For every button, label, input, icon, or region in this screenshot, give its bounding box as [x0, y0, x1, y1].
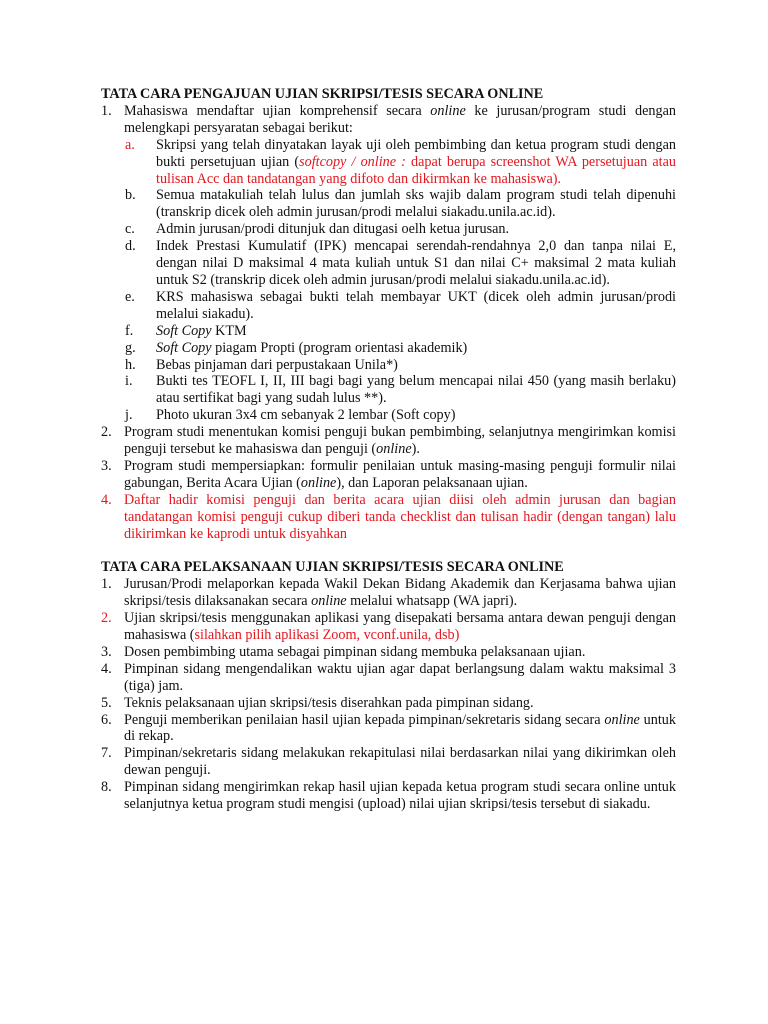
item-text: Pimpinan/sekretaris sidang melakukan rekapitulasi nilai berdasarkan nilai yang dikirimkan oleh dewan penguji.: [124, 745, 676, 779]
sub-item-letter: e.: [125, 288, 135, 305]
item-text: Penguji memberikan penilaian hasil ujian kepada pimpinan/sekretaris sidang secara: [124, 711, 605, 728]
list-item: [101, 103, 676, 424]
item-number: 3.: [101, 643, 112, 660]
list-item: [101, 492, 676, 543]
item-text: silahkan pilih aplikasi Zoom, vconf.unila, dsb): [194, 626, 460, 643]
item-text: untuk di rekap.: [124, 711, 676, 745]
sub-item-text: Skripsi yang telah dinyatakan layak uji oleh pembimbing dan ketua program studi dengan bukti persetujuan ujian (: [156, 136, 676, 170]
sub-item-text: Bukti tes TEOFL I, II, III bagi bagi yang belum mencapai nilai 450 (yang masih berlaku) atau sertifikat bagi yang sudah lulus **).: [156, 373, 676, 407]
item-number: 3.: [101, 457, 112, 474]
item-text: melalui whatsapp (WA japri).: [346, 593, 518, 610]
sub-item-letter: c.: [125, 221, 135, 238]
item-number: 6.: [101, 711, 112, 728]
sub-item-text: dapat berupa screenshot WA persetujuan atau tulisan Acc dan tandatangan yang difoto dan dikirmkan ke mahasiswa).: [156, 153, 676, 187]
item-emphasis: online: [604, 711, 640, 728]
item-text: ), dan Laporan pelaksanaan ujian.: [336, 474, 528, 491]
list-item: [101, 661, 676, 695]
sub-item-text: Photo ukuran 3x4 cm sebanyak 2 lembar (Soft copy): [156, 407, 456, 424]
item-text: ).: [411, 441, 420, 458]
item-number: 2.: [101, 424, 112, 441]
sub-item-text: Semua matakuliah telah lulus dan jumlah sks wajib dalam program studi telah dipenuhi (transkrip dicek oleh admin jurusan/prodi melalui siakadu.unila.ac.id).: [156, 187, 676, 221]
list-item: [101, 576, 676, 610]
sub-item-text: Bebas pinjaman dari perpustakaan Unila*): [156, 356, 398, 373]
section-title: TATA CARA PELAKSANAAN UJIAN SKRIPSI/TESIS SECARA ONLINE: [101, 559, 564, 576]
sub-item-letter: j.: [125, 407, 133, 424]
item-text: Ujian skripsi/tesis menggunakan aplikasi yang disepakati bersama antara dewan penguji dengan mahasiswa (: [124, 610, 676, 643]
list-item: [101, 695, 676, 712]
sub-item-letter: i.: [125, 373, 133, 390]
sub-item-text: Indek Prestasi Kumulatif (IPK) mencapai serendah-rendahnya 2,0 dan tanpa nilai E, dengan nilai D maksimal 4 mata kuliah untuk S1 dan nilai C+ maksimal 2 mata kuliah untuk S2 (transkrip dicek oleh admin jurusan/prodi melalui siakadu.unila.ac.id).: [156, 238, 676, 288]
item-number: 7.: [101, 745, 112, 762]
item-text: Jurusan/Prodi melaporkan kepada Wakil Dekan Bidang Akademik dan Kerjasama bahwa ujian skripsi/tesis dilaksanakan secara: [124, 576, 676, 610]
submission-list: [101, 103, 676, 543]
item-number: 2.: [101, 610, 112, 627]
sub-item-letter: b.: [125, 187, 136, 204]
item-text: Teknis pelaksanaan ujian skripsi/tesis diserahkan pada pimpinan sidang.: [124, 694, 534, 711]
requirements-list: [124, 137, 676, 424]
sub-item-letter: g.: [125, 339, 136, 356]
sub-item: [124, 137, 676, 188]
sub-item: [124, 407, 676, 424]
item-number: 8.: [101, 779, 112, 796]
item-number: 4.: [101, 491, 112, 508]
item-number: 5.: [101, 694, 112, 711]
sub-item: [124, 187, 676, 221]
item-emphasis: online: [300, 474, 337, 491]
sub-item-letter: h.: [125, 356, 136, 373]
sub-item: [124, 289, 676, 323]
sub-item: [124, 340, 676, 357]
list-item: [101, 644, 676, 661]
item-text: Pimpinan sidang mengendalikan waktu ujian agar dapat berlangsung dalam waktu maksimal 3 (tiga) jam.: [124, 660, 676, 694]
sub-item-text: piagam Propti (program orientasi akademik): [211, 339, 468, 356]
list-item: [101, 779, 676, 813]
sub-item: [124, 323, 676, 340]
item-text: Program studi mempersiapkan: formulir penilaian untuk masing-masing penguji formulir nilai gabungan, Berita Acara Ujian (: [124, 457, 676, 491]
item-text: Dosen pembimbing utama sebagai pimpinan sidang membuka pelaksanaan ujian.: [124, 643, 586, 660]
list-item: [101, 424, 676, 458]
item-number: 1.: [101, 576, 112, 593]
sub-item: [124, 238, 676, 289]
sub-item-letter: d.: [125, 238, 136, 255]
sub-item-emphasis: softcopy / online :: [299, 153, 406, 170]
item-emphasis: online: [430, 102, 466, 119]
item-text: Mahasiswa mendaftar ujian komprehensif secara: [124, 102, 431, 119]
sub-item-emphasis: Soft Copy: [156, 322, 212, 339]
item-emphasis: online: [376, 441, 412, 458]
sub-item: [124, 357, 676, 374]
item-text: Daftar hadir komisi penguji dan berita acara ujian diisi oleh admin jurusan dan bagian tandatangan komisi penguji cukup diberi tanda checklist dan tulisan hadir (dengan tangan) lalu dikirimkan ke kaprodi untuk disyahkan: [124, 491, 676, 542]
sub-item: [124, 221, 676, 238]
item-number: 1.: [101, 102, 112, 119]
section-spacer: [101, 542, 676, 559]
list-item: [101, 610, 676, 644]
sub-item-letter: a.: [125, 136, 135, 153]
list-item: [101, 745, 676, 779]
sub-item: [124, 373, 676, 407]
item-number: 4.: [101, 660, 112, 677]
list-item: [101, 458, 676, 492]
item-text: Pimpinan sidang mengirimkan rekap hasil ujian kepada ketua program studi secara online untuk selanjutnya ketua program studi mengisi (upload) nilai ujian skripsi/tesis tersebut di siakadu.: [124, 779, 676, 813]
item-emphasis: online: [311, 593, 347, 610]
sub-item-letter: f.: [125, 322, 134, 339]
sub-item-emphasis: Soft Copy: [156, 339, 212, 356]
sub-item-text: KRS mahasiswa sebagai bukti telah membayar UKT (dicek oleh admin jurusan/prodi melalui siakadu).: [156, 288, 676, 322]
sub-item-text: Admin jurusan/prodi ditunjuk dan ditugasi oelh ketua jurusan.: [156, 221, 510, 238]
list-item: [101, 712, 676, 746]
sub-item-text: KTM: [211, 322, 247, 339]
procedure-list: [101, 576, 676, 813]
item-text: Program studi menentukan komisi penguji bukan pembimbing, selanjutnya mengirimkan komisi penguji tersebut ke mahasiswa dan penguji (: [124, 424, 676, 458]
section-title: TATA CARA PENGAJUAN UJIAN SKRIPSI/TESIS SECARA ONLINE: [101, 86, 544, 102]
item-text: ke jurusan/program studi dengan melengkapi persyaratan sebagai berikut:: [124, 102, 676, 136]
